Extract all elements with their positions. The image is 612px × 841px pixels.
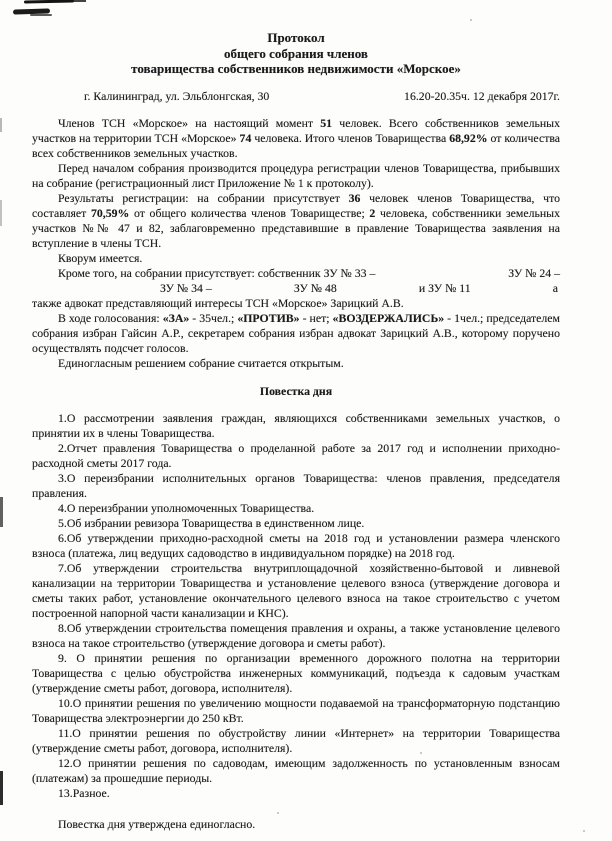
document-content (32, 30, 560, 832)
attendees-line2-tail: а (552, 280, 558, 295)
attendees-line1-right: ЗУ № 24 – (508, 265, 560, 280)
agenda-item: 5.Об избрании ревизора Товарищества в единственном лице. (58, 515, 365, 530)
agenda-item: 6.Об утверждении приходно-расходной сметы на 2018 год и установлении размера членского взноса (платежа, лиц ведущих садоводство в индивидуальном порядке) на 2018 год. (32, 530, 560, 560)
attendees-plot-34: ЗУ № 34 – (160, 280, 212, 295)
paragraph-membership: Членов ТСН «Морское» на настоящий момент 51 человек. Всего собственников земельных участков на территории ТСН «Морское» 74 человека. Итого членов Товарищества 68,92% от количества всех собственников земельных участков. (32, 115, 561, 160)
scan-speck (470, 19, 472, 21)
meeting-meta (32, 89, 560, 104)
paragraph-opening: Единогласным решением собрание считается открытым. (58, 355, 344, 370)
attendees-line-2 (32, 281, 560, 296)
scan-artifact-left-edge (0, 771, 3, 805)
paragraph-registration-procedure: Перед началом собрания производится процедура регистрации членов Товарищества, прибывших на собрание (регистрационный лист Приложение № 1 к протоколу). (32, 160, 560, 190)
agenda-item: 2.Отчет правления Товарищества о проделанной работе за 2017 год и исполнении приходно-расходной сметы 2017 года. (32, 440, 560, 470)
scan-artifact-top-mark (24, 0, 74, 4)
paragraph-registration-results: Результаты регистрации: на собрании присутствует 36 человек членов Товарищества, что составляет 70,59% от общего количества членов Товариществе; 2 человека, собственники земельных участков №№ 47 и 82, заблаговременно представившие в правление Товарищества заявления на вступление в члены ТСН. (32, 190, 560, 250)
agenda-item: 8.Об утверждении строительства помещения правления и охраны, а также установление целевого взноса на такое строительство (утверждение договора и сметы работ). (32, 620, 560, 650)
document-title (32, 30, 560, 77)
agenda-item: 9. О принятии решения по организации временного дорожного полотна на территории Товарищества с целью обустройства инженерных коммуникаций, подъезда к садовым участкам (утверждение сметы работ, договора, исполнителя). (32, 650, 560, 695)
attendees-line-1 (32, 266, 560, 281)
scan-artifact-scribble-2 (30, 14, 52, 16)
agenda-item: 12.О принятии решения по садоводам, имеющим задолженность по установленным взносам (платежам) за прошедшие периоды. (32, 755, 560, 785)
attendees-line1-left: Кроме того, на собрании присутствует: собственник ЗУ № 33 – (58, 265, 376, 280)
paragraph-quorum: Кворум имеется. (58, 250, 143, 265)
scan-speck (583, 830, 585, 832)
agenda-approved-line: Повестка дня утверждена единогласно. (58, 816, 256, 831)
agenda-item: 13.Разное. (58, 785, 110, 800)
meeting-datetime: 16.20-20.35ч. 12 декабря 2017г. (404, 88, 560, 103)
title-line-1: Протокол (267, 30, 325, 45)
title-line-2: общего собрания членов (224, 45, 368, 61)
attendees-plot-11: и ЗУ № 11 (418, 280, 471, 295)
attendees-line-3: также адвокат представляющий интересы ТСН «Морское» Зарицкий А.В. (32, 295, 404, 310)
title-line-3: товарищества собственников недвижимости «Морское» (131, 61, 461, 76)
paragraph-voting: В ходе голосования: «ЗА» - 35чел.; «ПРОТИВ» - нет; «ВОЗДЕРЖАЛИСЬ» - 1чел.; председателем собрания избран Гайсин А.Р., секретарем собрания избран адвокат Зарицкий А.В., которому поручено осуществлять подсчет голосов. (32, 310, 561, 355)
scan-artifact-left-edge (0, 118, 2, 132)
agenda-item: 3.О переизбрании исполнительных органов Товарищества: членов правления, председателя правления. (32, 470, 560, 500)
agenda-heading: Повестка дня (259, 383, 333, 398)
agenda-list (32, 411, 560, 801)
scan-artifact-top-mark-2 (70, 0, 86, 2)
scan-artifact-left-edge (0, 497, 3, 527)
agenda-item: 7.Об утверждении строительства внутриплощадочной хозяйственно-бытовой и ливневой канализации на территории Товарищества и установление целевого взноса (утверждение договора и сметы таких работ, установление окончательного целевого взноса на такое строительство с учетом построенной напорной части канализации и КНС). (32, 560, 560, 620)
agenda-item: 1.О рассмотрении заявления граждан, являющихся собственниками земельных участков, о принятии их в члены Товарищества. (32, 410, 560, 440)
agenda-item: 10.О принятии решения по увеличению мощности подаваемой на трансформаторную подстанцию Товарищества электроэнергии до 250 кВт. (32, 695, 560, 725)
meeting-place: г. Калининград, ул. Эльблонгская, 30 (84, 88, 270, 103)
paragraph-attendees (32, 266, 560, 311)
scan-artifact-left-edge (0, 200, 2, 226)
agenda-item: 4.О переизбрании уполномоченных Товарищества. (58, 500, 315, 515)
document-body (32, 116, 560, 371)
agenda-item: 11.О принятии решения по обустройству линии «Интернет» на территории Товарищества (утверждение сметы работ, договора, исполнителя). (32, 725, 560, 755)
attendees-plot-48: ЗУ № 48 (293, 280, 337, 295)
